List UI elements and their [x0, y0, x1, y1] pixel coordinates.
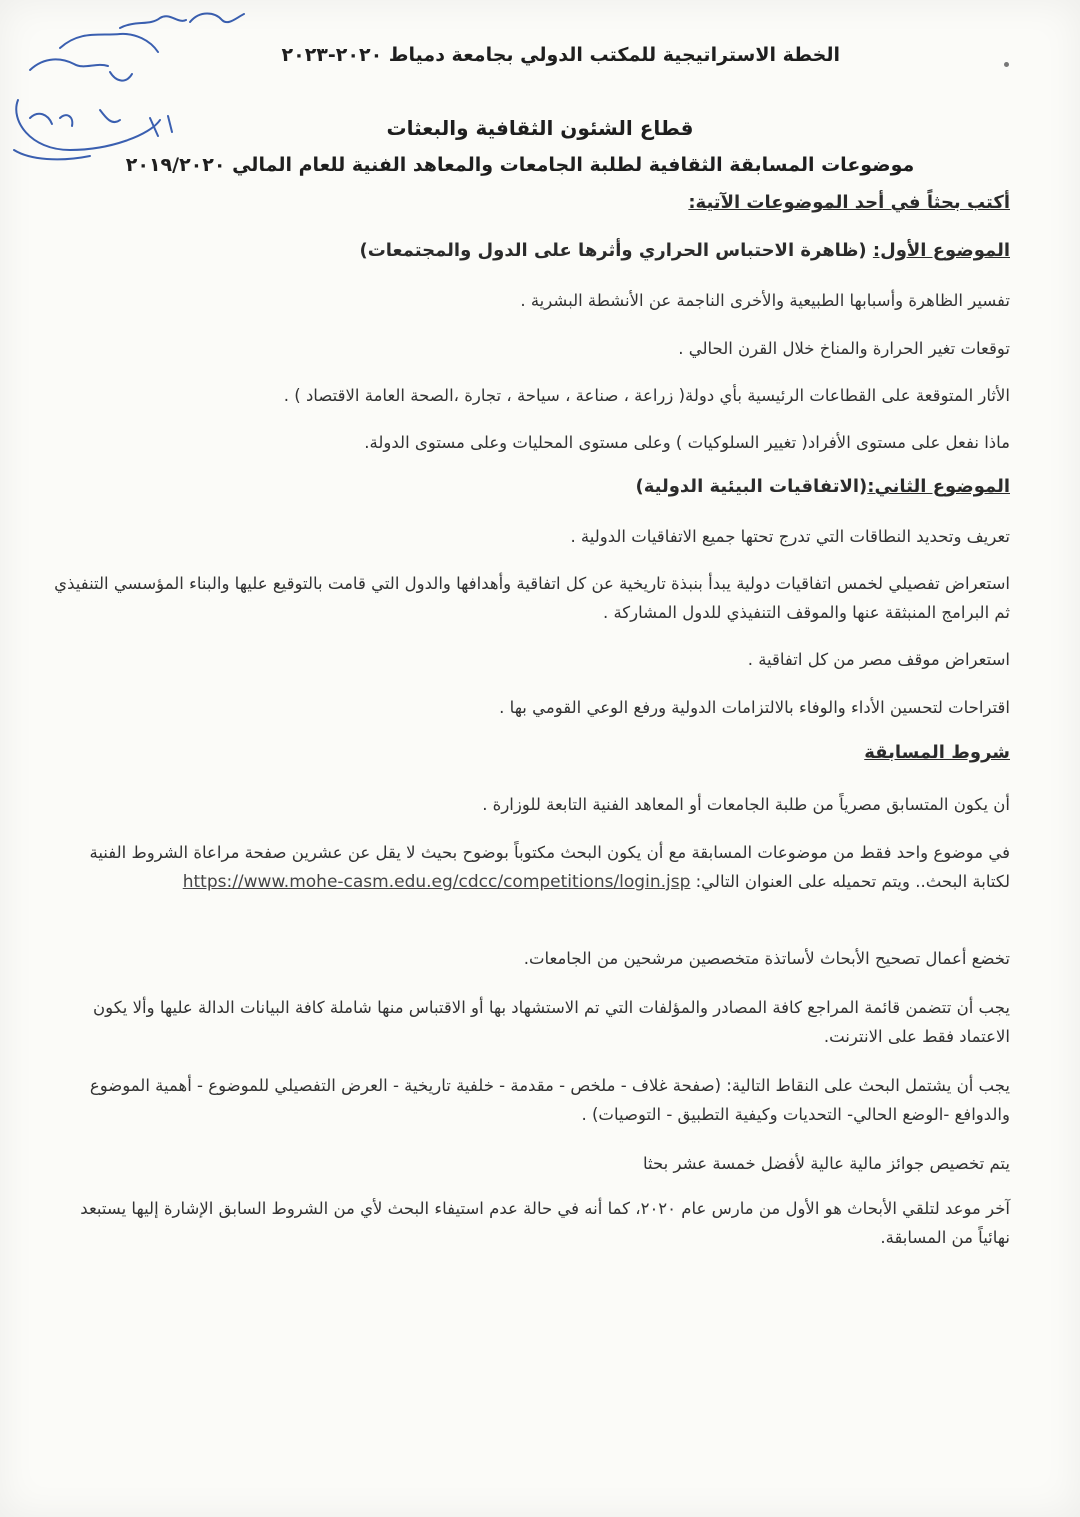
topic1-point: تفسير الظاهرة وأسبابها الطبيعية والأخرى الناجمة عن الأنشطة البشرية . — [520, 291, 1010, 310]
topic2-label: الموضوع الثاني: — [867, 476, 1010, 497]
condition-item: آخر موعد لتلقي الأبحاث هو الأول من مارس عام ٢٠٢٠، كما أنه في حالة عدم استيفاء البحث لأي من الشروط السابق الإشارة إليها يستبعد نهائياً من المسابقة. — [80, 1199, 1010, 1247]
topic2-title: (الاتفاقيات البيئية الدولية) — [635, 476, 868, 497]
topic2-point: استعراض تفصيلي لخمس اتفاقيات دولية يبدأ بنبذة تاريخية عن كل اتفاقية وأهدافها والدول التي قامت بالتوقيع عليها والبناء المؤسسي التنفيذي ثم البرامج المنبثقة عنها والموقف التنفيذي للدول المشاركة . — [54, 574, 1010, 622]
topic2-point: استعراض موقف مصر من كل اتفاقية . — [747, 650, 1010, 669]
topic1-point: الأثار المتوقعة على القطاعات الرئيسية بأي دولة( زراعة ، صناعة ، سياحة ، تجارة ،الصحة العامة الاقتصاد ) . — [283, 386, 1010, 405]
conditions-heading-text: شروط المسابقة — [864, 742, 1010, 763]
conditions-heading — [50, 742, 1010, 763]
topic1-point: ماذا نفعل على مستوى الأفراد( تغيير السلوكيات ) وعلى مستوى المحليات وعلى مستوى الدولة. — [364, 433, 1010, 452]
competition-url-link[interactable]: https://www.mohe-casm.edu.eg/cdcc/competitions/login.jsp — [182, 872, 691, 892]
condition-item: يجب أن تتضمن قائمة المراجع كافة المصادر والمؤلفات التي تم الاستشهاد بها أو الاقتباس منها شاملة كافة البيانات الدالة عليها وألا يكون الاعتماد فقط على الانترنت. — [93, 998, 1010, 1046]
topic2-point: تعريف وتحديد النطاقات التي تدرج تحتها جميع الاتفاقيات الدولية . — [570, 527, 1010, 546]
condition-item-with-link — [50, 838, 1010, 897]
scan-dot — [1004, 62, 1009, 67]
condition-item: تخضع أعمال تصحيح الأبحاث لأساتذة متخصصين مرشحين من الجامعات. — [523, 949, 1010, 968]
condition-item: يجب أن يشتمل البحث على النقاط التالية: (صفحة غلاف - ملخص - مقدمة - خلفية تاريخية - العرض التفصيلي للموضوع - أهمية الموضوع والدوافع -الوضع الحالي- التحديات وكيفية التطبيق - التوصيات) . — [89, 1076, 1010, 1124]
topic2-point: اقتراحات لتحسين الأداء والوفاء بالالتزامات الدولية ورفع الوعي القومي بها . — [499, 698, 1010, 717]
subtitle: موضوعات المسابقة الثقافية لطلبة الجامعات والمعاهد الفنية للعام المالي ٢٠١٩/٢٠٢٠ — [125, 154, 915, 176]
handwritten-annotation — [0, 0, 260, 180]
condition-item: أن يكون المتسابق مصرياً من طلبة الجامعات أو المعاهد الفنية التابعة للوزارة . — [482, 795, 1010, 814]
topic1-title: (ظاهرة الاحتباس الحراري وأثرها على الدول والمجتمعات) — [359, 240, 873, 261]
topic1-point: توقعات تغير الحرارة والمناخ خلال القرن الحالي . — [678, 339, 1010, 358]
topic2-heading — [50, 476, 1010, 497]
condition-item: يتم تخصيص جوائز مالية عالية لأفضل خمسة عشر بحثا — [642, 1154, 1010, 1173]
instruction: أكتب بحثاً في أحد الموضوعات الآتية: — [688, 192, 1010, 213]
topic1-heading — [50, 240, 1010, 261]
sector-title: قطاع الشئون الثقافية والبعثات — [386, 116, 694, 140]
header-title: الخطة الاستراتيجية للمكتب الدولي بجامعة دمياط ٢٠٢٠-٢٠٢٣ — [281, 44, 840, 66]
topic1-label: الموضوع الأول: — [872, 240, 1010, 261]
condition-text: في موضوع واحد فقط من موضوعات المسابقة مع أن يكون البحث مكتوباً بوضوح بحيث لا يقل عن عشرين صفحة مراعاة الشروط الفنية لكتابة البحث.. ويتم تحميله على العنوان التالي: — [89, 843, 1010, 891]
